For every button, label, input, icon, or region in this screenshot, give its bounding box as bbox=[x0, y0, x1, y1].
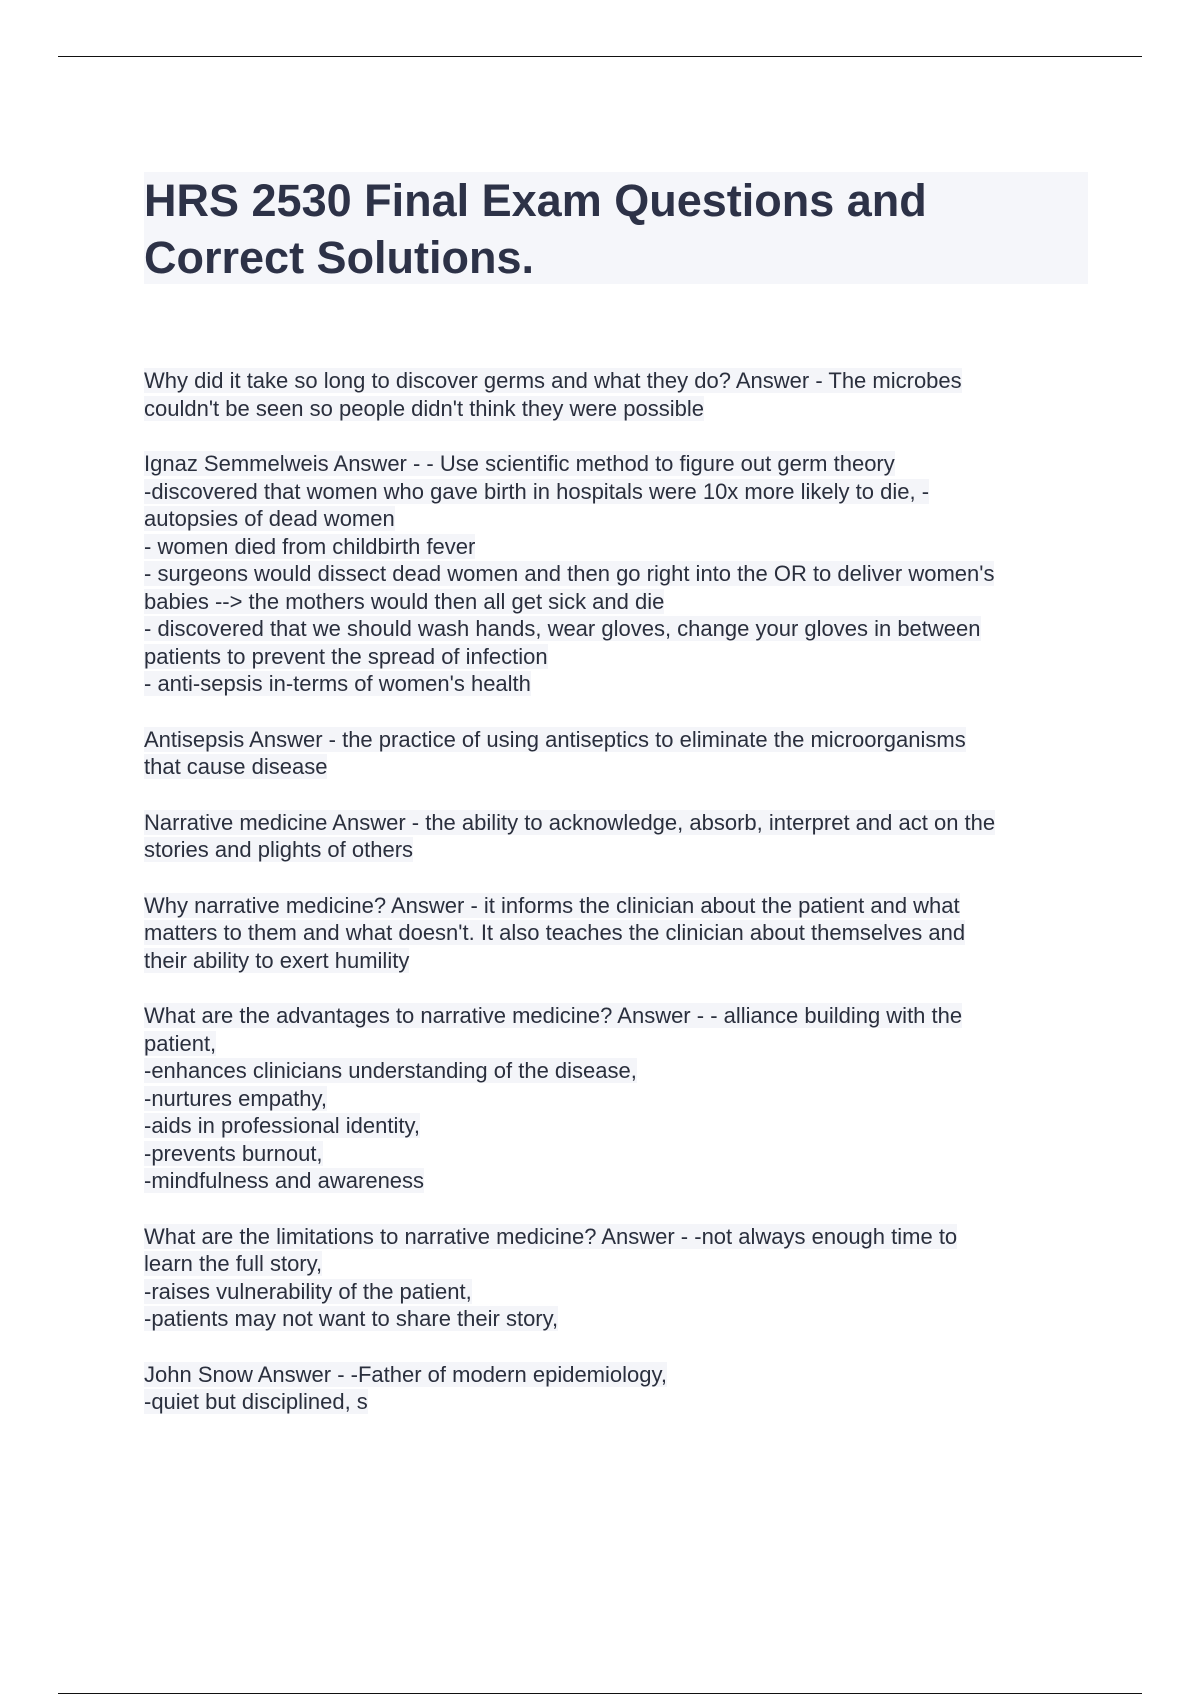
text-line: patients to prevent the spread of infection bbox=[144, 643, 548, 669]
text-line: Ignaz Semmelweis Answer - - Use scientific method to figure out germ theory bbox=[144, 451, 895, 476]
text-line: that cause disease bbox=[144, 754, 328, 779]
text-line: -aids in professional identity, bbox=[144, 1113, 420, 1138]
text-line: -raises vulnerability of the patient, bbox=[144, 1278, 472, 1304]
text-line: -nurtures empathy, bbox=[144, 1085, 328, 1111]
qa-entry bbox=[144, 809, 1084, 864]
qa-entry bbox=[144, 367, 1084, 422]
qa-entry bbox=[144, 450, 1084, 698]
text-line: Narrative medicine Answer - the ability to acknowledge, absorb, interpret and act on the bbox=[144, 809, 996, 835]
text-line: -patients may not want to share their story, bbox=[144, 1306, 559, 1331]
text-line: babies --> the mothers would then all get sick and die bbox=[144, 588, 665, 614]
text-line: Antisepsis Answer - the practice of using antiseptics to eliminate the microorganisms bbox=[144, 726, 966, 752]
title-heading bbox=[144, 172, 1088, 286]
text-line: stories and plights of others bbox=[144, 837, 414, 862]
text-line: learn the full story, bbox=[144, 1251, 323, 1276]
qa-entry bbox=[144, 1223, 1084, 1333]
text-line: - anti-sepsis in-terms of women's health bbox=[144, 671, 531, 696]
text-line: -discovered that women who gave birth in hospitals were 10x more likely to die, - bbox=[144, 478, 930, 504]
text-line: - women died from childbirth fever bbox=[144, 533, 476, 559]
qa-entry bbox=[144, 1361, 1084, 1416]
text-line: - surgeons would dissect dead women and then go right into the OR to deliver women's bbox=[144, 561, 995, 586]
qa-entry bbox=[144, 892, 1084, 975]
text-line: Why did it take so long to discover germs and what they do? Answer - The microbes bbox=[144, 368, 962, 393]
document-title bbox=[144, 172, 1088, 284]
text-line: -mindfulness and awareness bbox=[144, 1168, 425, 1193]
text-line: What are the advantages to narrative medicine? Answer - - alliance building with the bbox=[144, 1003, 963, 1028]
text-line: -prevents burnout, bbox=[144, 1140, 323, 1166]
text-line: -quiet but disciplined, s bbox=[144, 1389, 368, 1414]
text-line: matters to them and what doesn't. It also teaches the clinician about themselves and bbox=[144, 920, 966, 945]
qa-list bbox=[144, 367, 1084, 1444]
text-line: couldn't be seen so people didn't think they were possible bbox=[144, 395, 704, 421]
text-line: What are the limitations to narrative medicine? Answer - -not always enough time to bbox=[144, 1223, 958, 1249]
text-line: Why narrative medicine? Answer - it informs the clinician about the patient and what bbox=[144, 892, 960, 918]
text-line: patient, bbox=[144, 1030, 217, 1056]
text-line: - discovered that we should wash hands, wear gloves, change your gloves in between bbox=[144, 616, 981, 641]
text-line: -enhances clinicians understanding of the disease, bbox=[144, 1058, 637, 1083]
bottom-rule bbox=[58, 1693, 1142, 1694]
text-line: John Snow Answer - -Father of modern epidemiology, bbox=[144, 1361, 667, 1387]
title-line: HRS 2530 Final Exam Questions and bbox=[144, 175, 927, 226]
text-line: autopsies of dead women bbox=[144, 506, 395, 531]
qa-entry bbox=[144, 1002, 1084, 1195]
text-line: their ability to exert humility bbox=[144, 947, 410, 973]
title-line: Correct Solutions. bbox=[144, 232, 535, 283]
qa-entry bbox=[144, 726, 1084, 781]
top-rule bbox=[58, 56, 1142, 57]
